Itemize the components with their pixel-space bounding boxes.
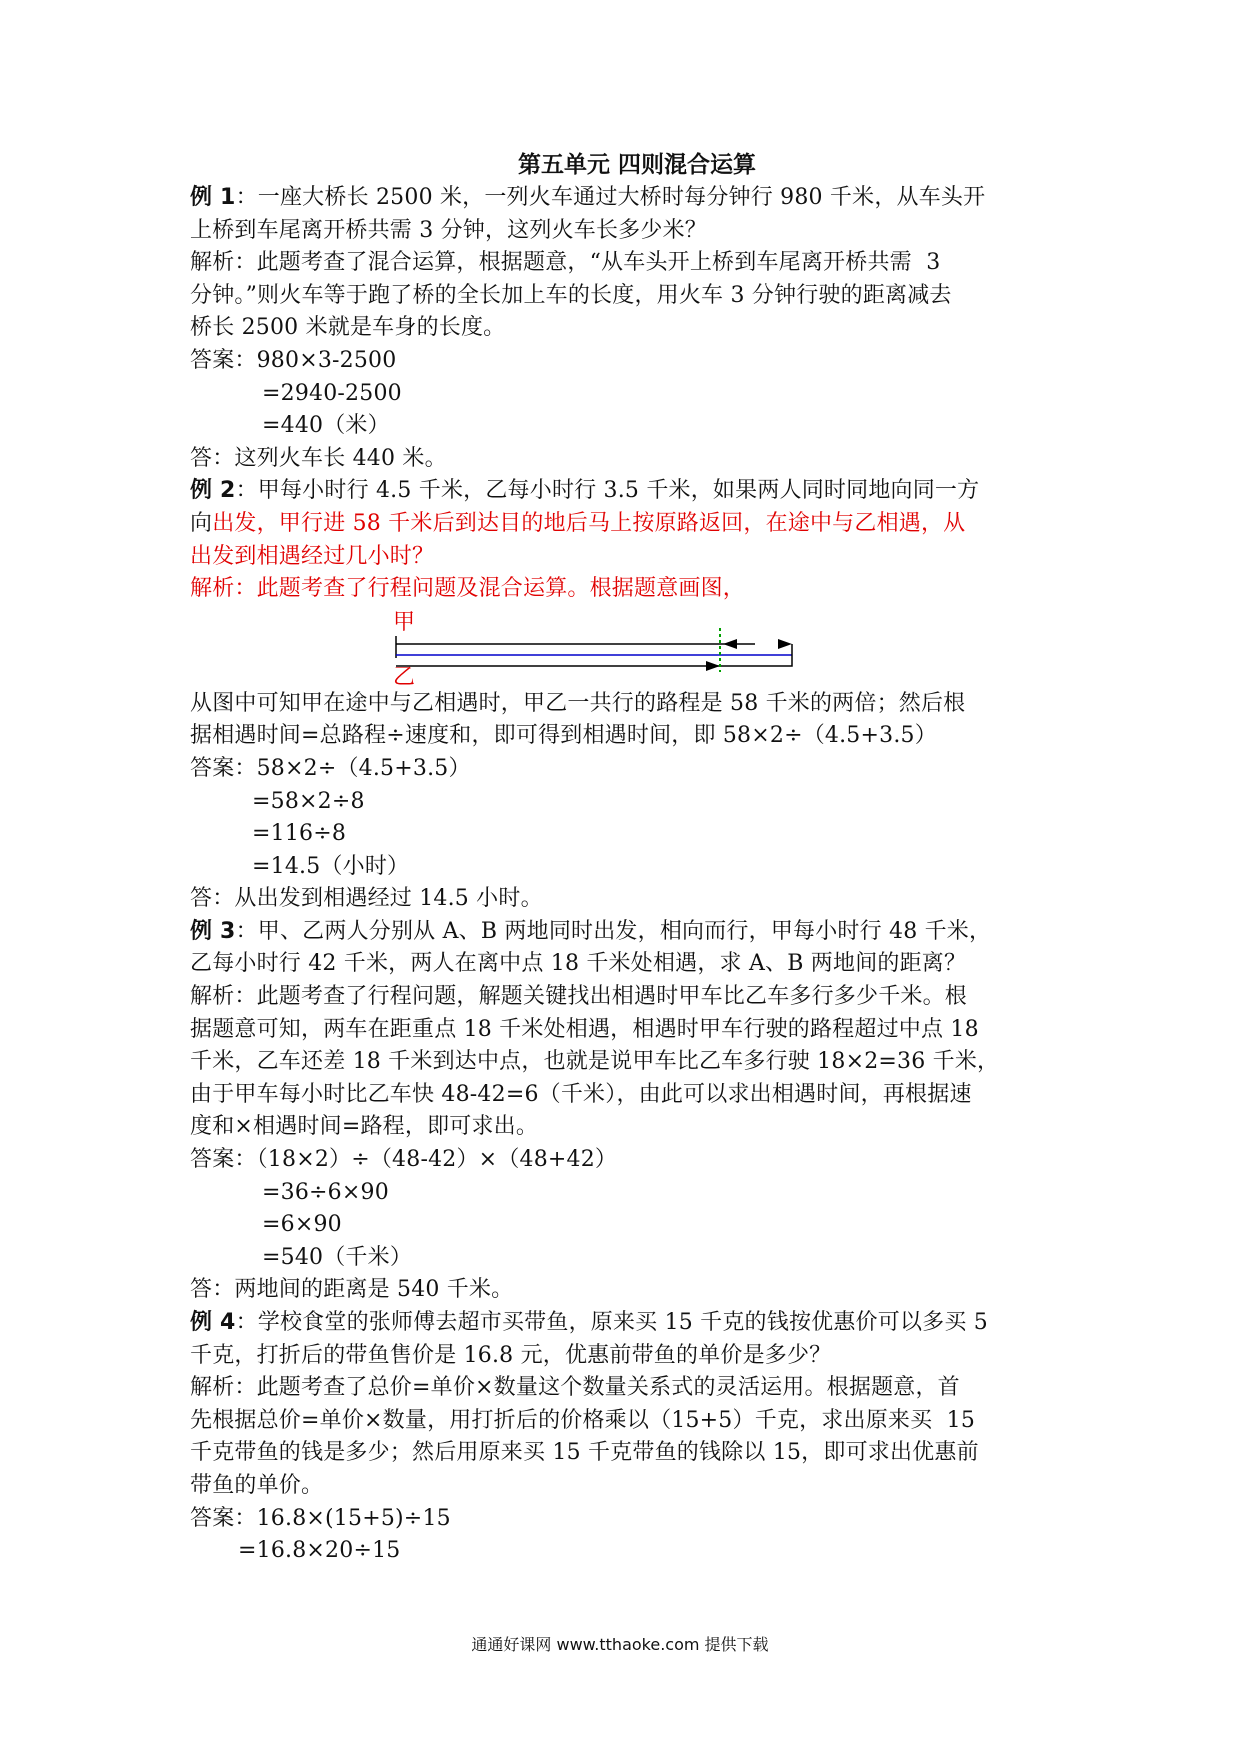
example-3-answer-line-3: =6×90 [262, 1212, 342, 1238]
example-3-question-text: ：甲、乙两人分别从 A、B 两地同时出发，相向而行，甲每小时行 48 千米， [235, 918, 992, 944]
example-4-question-line-2: 千克，打折后的带鱼售价是 16.8 元，优惠前带鱼的单价是多少？ [190, 1342, 832, 1368]
example-4-answer-line-2: =16.8×20÷15 [238, 1538, 401, 1564]
example-2-after-line-1: 从图中可知甲在途中与乙相遇时，甲乙一共行的路程是 58 千米的两倍；然后根 [190, 690, 966, 716]
page-title: 第五单元 四则混合运算 [517, 152, 756, 178]
example-4-analysis-line-2: 先根据总价=单价×数量，用打折后的价格乘以（15+5）千克，求出原来买 15 [190, 1407, 976, 1433]
example-3-label: 例 3 [190, 918, 236, 944]
page-footer: 通通好课网 www.tthaoke.com 提供下载 [471, 1635, 769, 1654]
diagram-arrow-right [778, 639, 792, 649]
example-2-conclusion: 答：从出发到相遇经过 14.5 小时。 [190, 886, 543, 912]
example-2-analysis: 解析：此题考查了行程问题及混合运算。根据题意画图， [190, 576, 746, 602]
example-2-answer-line-1: 答案：58×2÷（4.5+3.5） [190, 755, 471, 781]
example-3-analysis-line-2: 据题意可知，两车在距重点 18 千米处相遇，相遇时甲车行驶的路程超过中点 18 [190, 1016, 979, 1042]
example-3-conclusion: 答：两地间的距离是 540 千米。 [190, 1277, 514, 1303]
example-1-question-text: ：一座大桥长 2500 米，一列火车通过大桥时每分钟行 980 千米，从车头开 [235, 185, 986, 210]
example-2-answer-line-4: =14.5（小时） [252, 853, 410, 879]
example-3-analysis-line-1: 解析：此题考查了行程问题，解题关键找出相遇时甲车比乙车多行多少千米。根 [190, 984, 968, 1010]
example-2-question-text: ：甲每小时行 4.5 千米，乙每小时行 3.5 千米，如果两人同时同地向同一方 [235, 478, 980, 504]
example-4-answer-line-1: 答案：16.8×(15+5)÷15 [190, 1505, 451, 1531]
example-1-answer-line-1: 答案：980×3-2500 [190, 347, 397, 373]
example-2-after-line-2: 据相遇时间=总路程÷速度和，即可得到相遇时间，即 58×2÷（4.5+3.5） [190, 723, 937, 749]
diagram-arrow-yi [706, 661, 720, 671]
example-4-label: 例 4 [190, 1310, 236, 1335]
document-page [190, 148, 1060, 1568]
example-1-analysis-line-3: 桥长 2500 米就是车身的长度。 [190, 315, 506, 341]
example-3-answer-line-2: =36÷6×90 [262, 1179, 389, 1205]
travel-diagram-svg [190, 606, 1060, 688]
example-1-answer-line-3: =440（米） [262, 413, 390, 439]
diagram-label-yi: 乙 [393, 664, 416, 688]
diagram-arrow-return [723, 639, 737, 649]
example-3-question-line-1 [190, 916, 1060, 949]
example-4-question-text: ：学校食堂的张师傅去超市买带鱼，原来买 15 千克的钱按优惠价可以多买 5 [235, 1310, 988, 1335]
example-3-analysis-line-3: 千米，乙车还差 18 千米到达中点，也就是说甲车比乙车多行驶 18×2=36 千米， [190, 1049, 1000, 1075]
example-2-answer-line-2: =58×2÷8 [252, 788, 365, 814]
example-3-analysis-line-4: 由于甲车每小时比乙车快 48-42=6（千米），由此可以求出相遇时间，再根据速 [190, 1081, 972, 1107]
example-4-analysis-line-3: 千克带鱼的钱是多少；然后用原来买 15 千克带鱼的钱除以 15，即可求出优惠前 [190, 1440, 979, 1466]
example-4-analysis-line-4: 带鱼的单价。 [190, 1472, 324, 1498]
example-1-question-line-1 [190, 182, 1060, 215]
example-3-answer-line-4: =540（千米） [262, 1244, 413, 1270]
example-2-question-line-1 [190, 475, 1060, 508]
example-1-analysis-line-1: 解析：此题考查了混合运算，根据题意，“从车头开上桥到车尾离开桥共需 3 [190, 250, 941, 276]
example-1-analysis-line-2: 分钟。”则火车等于跑了桥的全长加上车的长度，用火车 3 分钟行驶的距离减去 [190, 282, 952, 308]
example-1-label: 例 1 [190, 185, 236, 210]
diagram-label-jia: 甲 [393, 609, 416, 635]
example-3-answer-line-1: 答案：（18×2）÷（48-42）×（48+42） [190, 1147, 618, 1173]
example-2-label: 例 2 [190, 478, 236, 504]
example-2-question-prefix: 向 [190, 510, 213, 536]
example-2-answer-line-3: =116÷8 [252, 821, 347, 847]
example-2-question-red-text: 出发，甲行进 58 千米后到达目的地后马上按原路返回，在途中与乙相遇，从 [212, 510, 966, 536]
example-2-question-line-3: 出发到相遇经过几小时？ [190, 543, 435, 569]
example-4-analysis-line-1: 解析：此题考查了总价=单价×数量这个数量关系式的灵活运用。根据题意，首 [190, 1375, 960, 1401]
example-4-question-line-1 [190, 1307, 1060, 1340]
example-1-question-line-2: 上桥到车尾离开桥共需 3 分钟，这列火车长多少米？ [190, 217, 707, 243]
example-3-analysis-line-5: 度和×相遇时间=路程，即可求出。 [190, 1114, 539, 1140]
travel-diagram [190, 606, 1060, 688]
example-1-answer-line-2: =2940-2500 [262, 380, 402, 406]
example-3-question-line-2: 乙每小时行 42 千米，两人在离中点 18 千米处相遇，求 A、B 两地间的距离？ [190, 951, 967, 977]
example-2-question-line-2 [190, 508, 1060, 541]
example-1-conclusion: 答：这列火车长 440 米。 [190, 445, 447, 471]
